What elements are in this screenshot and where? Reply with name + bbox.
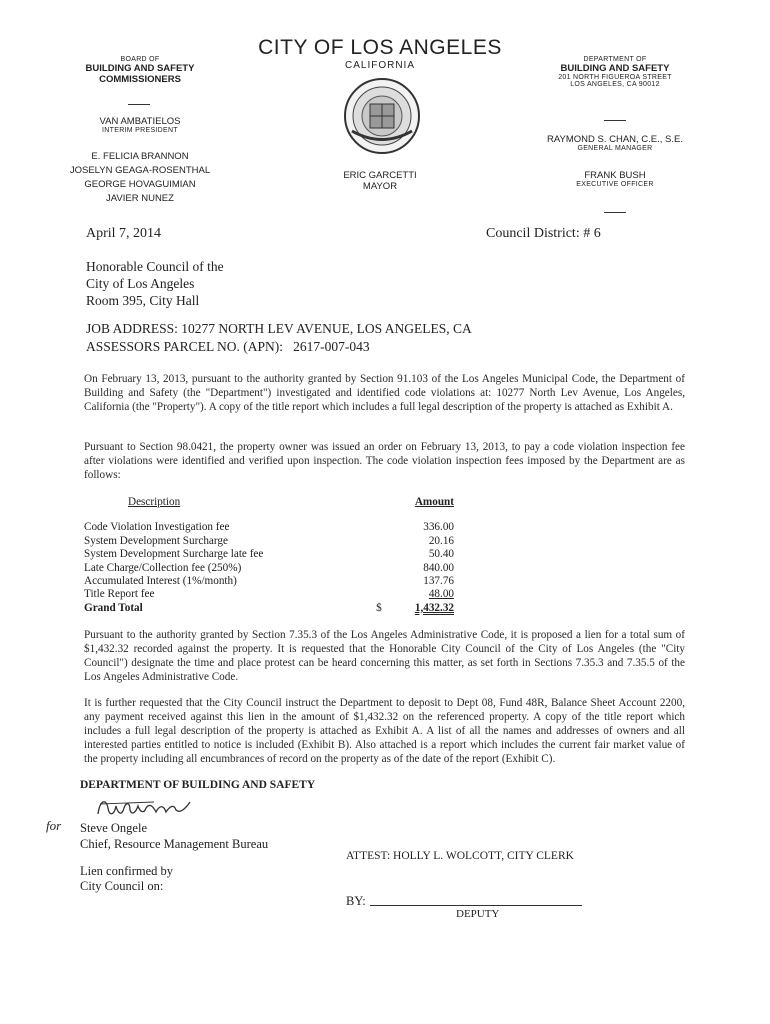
fee-desc: Title Report fee bbox=[84, 588, 155, 601]
gm-name: RAYMOND S. CHAN, C.E., S.E. bbox=[546, 134, 683, 145]
fee-amount: 50.40 bbox=[428, 548, 454, 561]
paragraph-3-wrap bbox=[84, 628, 685, 684]
paragraph-3: Pursuant to the authority granted by Section 7.35.3 of the Los Angeles Administrative Code, it is proposed a lien for a total sum of $1,432.32 recorded against the property. It is requested that the Honorable City Council of the City of Los Angeles (the "City Council") designate the time and place protest can be heard concerning this matter, as set forth in Sections 7.35.3 and 7.35.5 of the Los Angeles Administrative Code. bbox=[84, 629, 685, 683]
attest-line: ATTEST: HOLLY L. WOLCOTT, CITY CLERK bbox=[346, 850, 574, 862]
paragraph-1-wrap bbox=[84, 372, 685, 414]
general-manager-block bbox=[520, 134, 710, 152]
mayor-title: MAYOR bbox=[362, 181, 398, 192]
mayor-name: ERIC GARCETTI bbox=[343, 170, 417, 181]
eo-title: EXECUTIVE OFFICER bbox=[576, 181, 654, 188]
fee-amt-header: Amount bbox=[414, 496, 454, 508]
recipient-line: Honorable Council of the bbox=[86, 259, 224, 274]
eo-name: FRANK BUSH bbox=[584, 170, 646, 181]
member-name: GEORGE HOVAGUIMIAN bbox=[84, 179, 196, 190]
member-name: E. FELICIA BRANNON bbox=[91, 151, 189, 162]
lien-confirmed bbox=[80, 864, 173, 894]
by-label: BY: bbox=[346, 894, 366, 908]
paragraph-4-wrap bbox=[84, 696, 685, 766]
signer-title: Chief, Resource Management Bureau bbox=[80, 837, 269, 851]
signer-name: Steve Ongele bbox=[80, 821, 147, 835]
fee-desc: Accumulated Interest (1%/month) bbox=[84, 575, 237, 588]
fee-total-row bbox=[84, 602, 454, 615]
dept-label: DEPARTMENT OF bbox=[583, 56, 647, 63]
member-name: JOSELYN GEAGA-ROSENTHAL bbox=[69, 165, 211, 176]
total-currency: $ bbox=[376, 601, 382, 614]
city-seal-icon bbox=[332, 76, 432, 156]
deputy-label: DEPUTY bbox=[456, 908, 500, 920]
fee-amount: 840.00 bbox=[423, 561, 454, 574]
president-block bbox=[60, 116, 220, 134]
signature-line bbox=[370, 905, 582, 906]
fee-row bbox=[84, 562, 454, 575]
president-name: VAN AMBATIELOS bbox=[99, 116, 181, 127]
paragraph-2-wrap bbox=[84, 440, 685, 482]
mayor-block bbox=[300, 170, 460, 192]
president-title: INTERIM PRESIDENT bbox=[102, 127, 178, 134]
total-amount-cell bbox=[376, 602, 454, 615]
fee-row bbox=[84, 575, 454, 588]
paragraph-2: Pursuant to Section 98.0421, the property owner was issued an order on February 13, 2013, to pay a code violation inspection fee after violations were identified and verified upon inspection. The code violation inspection fees imposed by the Department are as follows: bbox=[84, 441, 685, 481]
state-label: CALIFORNIA bbox=[344, 60, 415, 71]
gm-title: GENERAL MANAGER bbox=[577, 145, 653, 152]
department-block bbox=[530, 56, 700, 88]
executive-officer-block bbox=[530, 170, 700, 188]
council-district: Council District: # 6 bbox=[486, 226, 601, 241]
member-name: JAVIER NUNEZ bbox=[106, 193, 174, 204]
left-divider-1 bbox=[128, 104, 150, 105]
recipient-address bbox=[86, 258, 224, 309]
fee-amount: 137.76 bbox=[423, 575, 454, 588]
handwritten-signature bbox=[94, 794, 204, 822]
board-label: BOARD OF bbox=[120, 56, 160, 63]
recipient-line: Room 395, City Hall bbox=[86, 293, 200, 308]
fee-row bbox=[84, 548, 454, 561]
board-name-line2: COMMISSIONERS bbox=[99, 74, 181, 85]
fee-table bbox=[84, 496, 454, 615]
job-address: JOB ADDRESS: 10277 NORTH LEV AVENUE, LOS ANGELES, CA bbox=[86, 321, 472, 336]
fee-desc-header: Description bbox=[128, 496, 181, 508]
fee-row bbox=[84, 588, 454, 601]
total-amount: 1,432.32 bbox=[414, 601, 454, 614]
apn-line: ASSESSORS PARCEL NO. (APN): 2617-007-043 bbox=[86, 339, 370, 354]
fee-row bbox=[84, 521, 454, 534]
fee-amount: 336.00 bbox=[423, 521, 454, 534]
dept-name: BUILDING AND SAFETY bbox=[560, 63, 670, 74]
fee-desc: Code Violation Investigation fee bbox=[84, 521, 230, 534]
fee-amount: 48.00 bbox=[428, 588, 454, 601]
fee-table-header bbox=[84, 496, 454, 509]
fee-row bbox=[84, 535, 454, 548]
fee-desc: System Development Surcharge bbox=[84, 534, 228, 547]
city-title: CITY OF LOS ANGELES bbox=[258, 36, 502, 59]
total-label: Grand Total bbox=[84, 601, 143, 614]
dept-address-line1: 201 NORTH FIGUEROA STREET bbox=[558, 74, 672, 81]
lien-line: Lien confirmed by bbox=[80, 864, 174, 878]
lien-line: City Council on: bbox=[80, 879, 164, 893]
signature-department: DEPARTMENT OF BUILDING AND SAFETY bbox=[80, 779, 316, 791]
paragraph-1: On February 13, 2013, pursuant to the authority granted by Section 91.103 of the Los Angeles Municipal Code, the Department of Building and Safety (the "Department") investigated and identified code violations at: 10277 North Lev Avenue, Los Angeles, California (the "Property"). A copy of the title report which includes a full legal description of the property is attached as Exhibit A. bbox=[84, 373, 685, 413]
right-divider-1 bbox=[604, 120, 626, 121]
board-name-line1: BUILDING AND SAFETY bbox=[85, 63, 195, 74]
commission-members bbox=[40, 150, 240, 206]
fee-desc: Late Charge/Collection fee (250%) bbox=[84, 561, 242, 574]
letter-date: April 7, 2014 bbox=[86, 226, 162, 241]
board-block bbox=[60, 56, 220, 85]
fee-amount: 20.16 bbox=[428, 534, 454, 547]
for-mark: for bbox=[46, 818, 62, 833]
paragraph-4: It is further requested that the City Council instruct the Department to deposit to Dept 08, Fund 48R, Balance Sheet Account 2200, any payment received against this lien in the amount of $1,432.32 on the referenced property. A copy of the title report which includes a full legal description of the property is attached as Exhibit A. A list of all the names and addresses of owners and all interested parties entitled to notice is included (Exhibit B). Also attached is a report which includes the current fair market value of the property including all encumbrances of record on the property as of the date of the report (Exhibit C). bbox=[84, 697, 685, 765]
fee-desc: System Development Surcharge late fee bbox=[84, 548, 264, 561]
right-divider-2 bbox=[604, 212, 626, 213]
recipient-line: City of Los Angeles bbox=[86, 276, 195, 291]
dept-address-line2: LOS ANGELES, CA 90012 bbox=[570, 81, 660, 88]
